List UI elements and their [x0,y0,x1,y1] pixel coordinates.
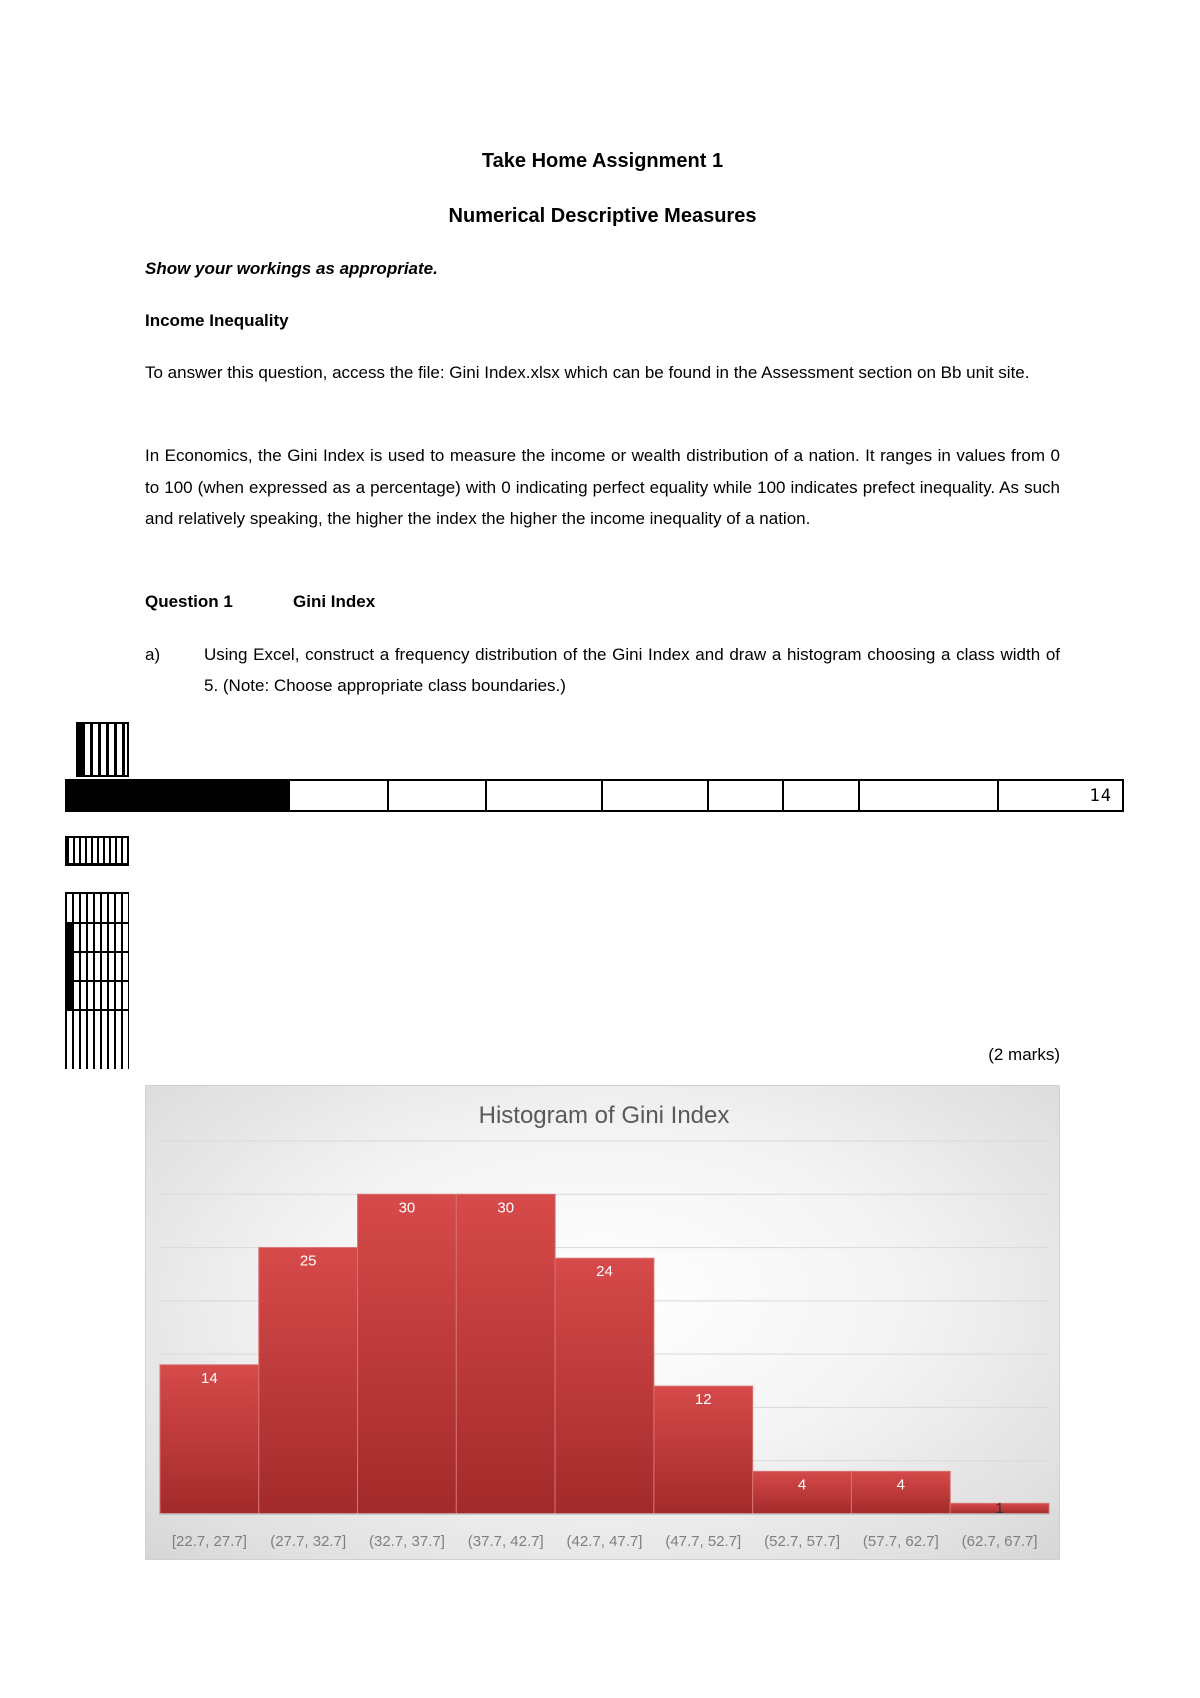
chart-title: Histogram of Gini Index [478,1102,730,1129]
histogram-bar [358,1194,457,1514]
paragraph-file-access: To answer this question, access the file: Gini Index.xlsx which can be found in the Assessment section on Bb unit site. [145,363,1030,382]
artifact-cell-value: 14 [1089,786,1112,806]
x-tick-labels [172,1533,1038,1550]
scan-artifact-line [65,922,129,924]
artifact-cell-divider [601,781,603,810]
x-tick-label: (62.7, 67.7] [961,1533,1038,1550]
histogram-bar [160,1365,259,1514]
x-tick-label: [22.7, 27.7] [171,1533,247,1550]
scan-artifact-line [65,892,129,894]
instruction-text: Show your workings as appropriate. [145,259,438,278]
paragraph-gini-definition: In Economics, the Gini Index is used to measure the income or wealth distribution of a nation. It ranges in values from 0 to 100 (when expressed as a percentage) with 0 indicating perfect equality while 100 indicates prefect inequality. As such and relatively speaking, the higher the index the higher the income inequality of a nation. [145,446,1060,528]
document-title: Take Home Assignment 1 [481,150,724,172]
bar-data-label: 1 [995,1500,1004,1517]
artifact-cell-divider [997,781,999,810]
artifact-black-fill [67,781,290,810]
artifact-cell-divider [707,781,709,810]
scan-artifact-line [65,1009,129,1011]
scan-artifact-barcode [65,892,129,1069]
scan-artifact-line [65,951,129,953]
x-tick-label: (42.7, 47.7] [566,1533,643,1550]
bar-data-label: 12 [694,1391,712,1409]
artifact-table-row [65,779,1124,812]
bar-data-label: 14 [201,1369,218,1387]
bar-data-label: 4 [797,1476,807,1494]
bar-data-label: 24 [596,1263,613,1281]
x-tick-label: (47.7, 52.7] [665,1533,742,1550]
scan-artifact-barcode [76,722,129,777]
item-text: Using Excel, construct a frequency distribution of the Gini Index and draw a histogram choosing a class width of 5. (Note: Choose appropriate class boundaries.) [204,645,1060,695]
marks-label: (2 marks) [988,1045,1060,1064]
bar-data-label: 25 [299,1252,317,1270]
bar-data-label: 30 [398,1199,416,1217]
bar-data-label: 30 [497,1199,515,1217]
artifact-cell-divider [485,781,487,810]
scan-artifact-block [65,922,72,1010]
x-tick-label: (37.7, 42.7] [467,1533,544,1550]
x-tick-label: (32.7, 37.7] [368,1533,445,1550]
bar-data-label: 4 [896,1476,906,1494]
histogram-bar [555,1258,654,1514]
artifact-cell-divider [782,781,784,810]
x-tick-label: (52.7, 57.7] [764,1533,841,1550]
histogram-bar [456,1194,555,1514]
section-heading: Income Inequality [145,311,289,330]
histogram-svg [146,1086,1061,1561]
question-heading [145,590,1060,614]
x-tick-label: (27.7, 32.7] [270,1533,347,1550]
artifact-cell-divider [387,781,389,810]
histogram-bar [259,1248,358,1514]
scan-artifact-line [65,980,129,982]
question-number: Question 1 [145,592,233,611]
x-tick-label: (57.7, 62.7] [862,1533,939,1550]
histogram-chart [145,1085,1060,1560]
scan-artifact-barcode [65,836,129,866]
question-topic: Gini Index [293,592,376,611]
artifact-cell-divider [858,781,860,810]
document-subtitle: Numerical Descriptive Measures [448,205,757,227]
item-label: a) [145,645,161,664]
